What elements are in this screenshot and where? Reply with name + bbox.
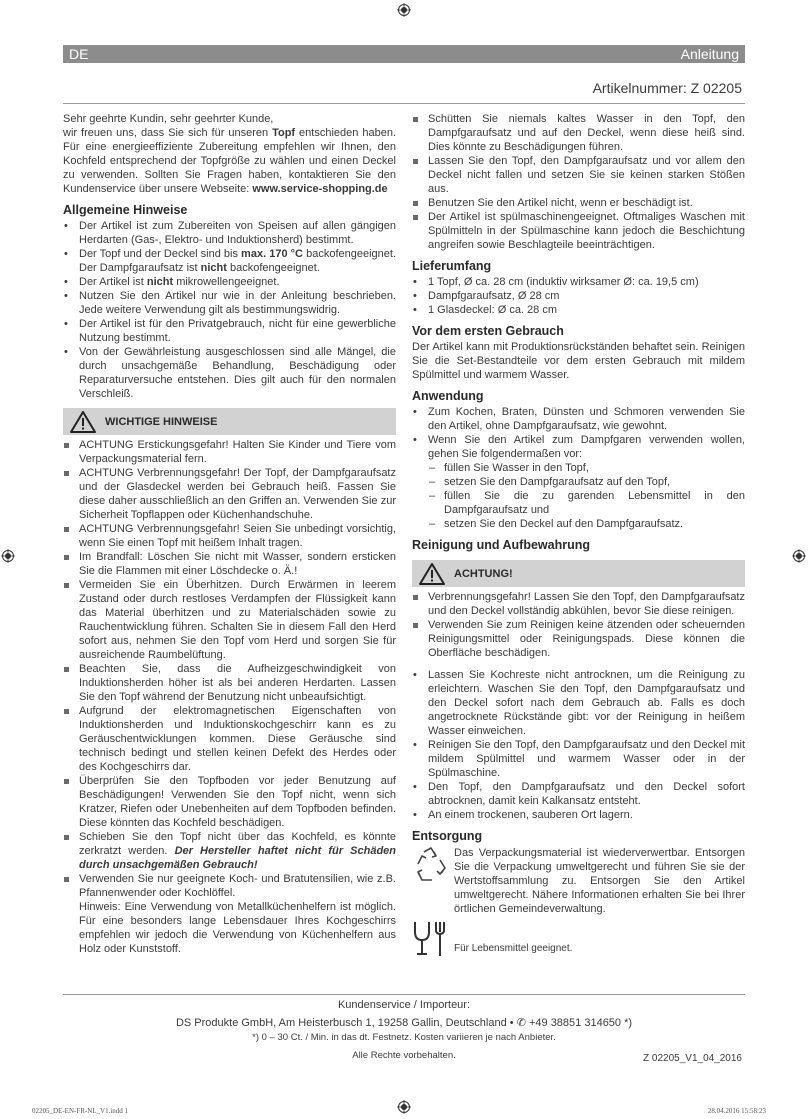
- important-list-continued: [412, 112, 745, 252]
- page-title: Anleitung: [680, 46, 739, 62]
- registration-mark-icon: [397, 3, 411, 17]
- footer-address: DS Produkte GmbH, Am Heisterbusch 1, 19258 Gallin, Deutschland • ✆ +49 38851 314650 *): [175, 1017, 633, 1029]
- usage-steps: [428, 461, 745, 531]
- list-item: • 1 Topf, Ø ca. 28 cm (induktiv wirksamer Ø: ca. 19,5 cm): [412, 275, 745, 289]
- list-item: Verwenden Sie nur geeignete Koch- und Bratutensilien, wie z.B. Pfannenwender oder Kochlöffel. Hinweis: Eine Verwendung von Metallküchenhelfern ist möglich. Für eine besonders lange Lebensdauer Ihres Kochgeschirrs empfehlen wir jedoch die Verwendung von Küchenhelfern aus Holz oder Kunststoff.: [63, 872, 396, 956]
- language-code: DE: [69, 46, 89, 62]
- print-slug-file: 02205_DE-EN-FR-NL_V1.indd 1: [32, 1107, 129, 1115]
- recycling-icon: [412, 846, 454, 896]
- divider: [63, 994, 745, 995]
- phone-icon: ✆: [516, 1017, 526, 1029]
- list-item: Lassen Sie den Topf, den Dampfgaraufsatz und vor allem den Deckel nicht fallen und setzen Sie sie keinen starken Stößen aus.: [412, 154, 745, 196]
- list-item: • An einem trockenen, sauberen Ort lagern.: [412, 808, 745, 822]
- list-item: Der Artikel ist spülmaschinengeeignet. Oftmaliges Waschen mit Spülmitteln in der Spülmaschine kann jedoch die Beschichtung angreifen sowie Beschlagteile beeinträchtigen.: [412, 210, 745, 252]
- list-item: • Der Artikel ist nicht mikrowellengeeignet.: [63, 275, 396, 289]
- list-item: • Wenn Sie den Artikel zum Dampfgaren verwenden wollen, gehen Sie folgendermaßen vor: – füllen Sie Wasser in den Topf, – setzen Sie den Dampfgaraufsatz auf den Topf, – füllen Sie die zu garenden Lebensmittel in den Dampfgaraufsatz und – setzen Sie den Deckel auf den Dampfgaraufsatz.: [412, 433, 745, 531]
- recycling-note: [412, 846, 745, 916]
- list-item: • 1 Glasdeckel: Ø ca. 28 cm: [412, 303, 745, 317]
- list-item: • Der Topf und der Deckel sind bis max. 170 °C backofengeeignet. Der Dampfgaraufsatz ist nicht backofengeeignet.: [63, 247, 396, 275]
- registration-mark-icon: [1, 549, 15, 563]
- list-item: Überprüfen Sie den Topfboden vor jeder Benutzung auf Beschädigungen! Verwenden Sie den Topf nicht, wenn sich Kratzer, Riefen oder Unebenheiten auf dem Topfboden befinden. Diese könnten das Kochfeld beschädigen.: [63, 774, 396, 830]
- cleaning-list: [412, 668, 745, 822]
- left-column: [63, 112, 396, 956]
- list-item: • Der Artikel ist zum Zubereiten von Speisen auf allen gängigen Herdarten (Gas-, Elektro- und Induktionsherd) bestimmt.: [63, 219, 396, 247]
- divider: [63, 103, 745, 104]
- list-item: • Zum Kochen, Braten, Dünsten und Schmoren verwenden Sie den Artikel, ohne Dampfgaraufsatz, wie gewohnt.: [412, 405, 745, 433]
- list-item: Beachten Sie, dass die Aufheizgeschwindigkeit von Induktionsherden höher ist als bei anderen Herdarten. Lassen Sie den Topf während der Benutzung nicht unbeaufsichtigt.: [63, 662, 396, 704]
- intro-paragraph: wir freuen uns, dass Sie sich für unseren Topf entschieden haben. Für eine energieeffiziente Zubereitung empfehlen wir Ihnen, den Kochfeld entsprechend der Topfgröße zu wählen und einen Deckel zu verwenden. Sollten Sie Fragen haben, kontaktieren Sie den Kundenservice über unsere Webseite: www.service-shopping.de: [63, 127, 396, 195]
- step-item: – setzen Sie den Deckel auf den Dampfgaraufsatz.: [428, 517, 745, 531]
- step-item: – füllen Sie Wasser in den Topf,: [428, 461, 745, 475]
- footer-cost-note: *) 0 – 30 Ct. / Min. in das dt. Festnetz. Kosten variieren je nach Anbieter.: [252, 1032, 556, 1043]
- delivery-list: [412, 275, 745, 317]
- list-item: ACHTUNG Verbrennungsgefahr! Seien Sie unbedingt vorsichtig, wenn Sie einen Topf mit heißem Inhalt tragen.: [63, 522, 396, 550]
- list-item: Schieben Sie den Topf nicht über das Kochfeld, es könnte zerkratzt werden. Der Hersteller haftet nicht für Schäden durch unsachgemäßen Gebrauch!: [63, 830, 396, 872]
- disposal-heading: Entsorgung: [412, 829, 483, 843]
- list-item: • Reinigen Sie den Topf, den Dampfgaraufsatz und den Deckel mit mildem Spülmittel und warmem Wasser oder in der Spülmaschine.: [412, 738, 745, 780]
- warning-icon: [412, 560, 452, 587]
- step-item: – setzen Sie den Dampfgaraufsatz auf den Topf,: [428, 475, 745, 489]
- food-safe-note: [412, 920, 745, 958]
- usage-list: [412, 405, 745, 531]
- registration-mark-icon: [397, 1100, 411, 1114]
- list-item: • Dampfgaraufsatz, Ø 28 cm: [412, 289, 745, 303]
- list-item: Verbrennungsgefahr! Lassen Sie den Topf, den Dampfgaraufsatz und den Deckel vollständig abkühlen, bevor Sie diese reinigen.: [412, 590, 745, 618]
- list-item: • Nutzen Sie den Artikel nur wie in der Anleitung beschrieben. Jede weitere Verwendung gilt als bestimmungswidrig.: [63, 289, 396, 317]
- list-item: • Der Artikel ist für den Privatgebrauch, nicht für eine gewerbliche Nutzung bestimmt.: [63, 317, 396, 345]
- list-item: Aufgrund der elektromagnetischen Eigenschaften von Induktionsherden und Induktionskochgeschirr kann es zu Geräuschentwicklungen kommen. Diese Geräusche sind technisch bedingt und stellen keinen Defekt des Herdes oder des Kochgeschirrs dar.: [63, 704, 396, 774]
- general-list: [63, 219, 396, 401]
- right-column: [412, 112, 745, 958]
- list-item: • Lassen Sie Kochreste nicht antrocknen, um die Reinigung zu erleichtern. Waschen Sie den Topf, den Dampfgaraufsatz und den Deckel sofort nach dem Gebrauch ab. Falls es doch angetrocknete Rückstände gibt: vor der Reinigung in heißem Wasser einweichen.: [412, 668, 745, 738]
- caution-title: ACHTUNG!: [454, 567, 513, 580]
- glass-fork-icon: [412, 920, 454, 958]
- list-item: Verwenden Sie zum Reinigen keine ätzenden oder scheuernden Reinigungsmittel oder Reinigungspads. Diese können die Oberfläche beschädigen.: [412, 618, 745, 660]
- list-item: ACHTUNG Erstickungsgefahr! Halten Sie Kinder und Tiere vom Verpackungsmaterial fern.: [63, 438, 396, 466]
- list-item: • Den Topf, den Dampfgaraufsatz und den Deckel sofort abtrocknen, damit kein Kalkansatz entsteht.: [412, 780, 745, 808]
- registration-mark-icon: [792, 549, 806, 563]
- caution-list: [412, 590, 745, 660]
- print-slug-timestamp: 28.04.2016 15:58:23: [707, 1107, 766, 1115]
- list-item: • Von der Gewährleistung ausgeschlossen sind alle Mängel, die durch unsachgemäße Behandlung, Beschädigung oder Reparaturversuche entstehen. Dies gilt auch für den normalen Verschleiß.: [63, 345, 396, 401]
- disposal-text: Das Verpackungsmaterial ist wiederverwertbar. Entsorgen Sie die Verpackung umweltgerecht und führen Sie sie der Wertstoffsammlung zu. Entsorgen Sie den Artikel umweltgerecht. Nähere Informationen erhalten Sie bei Ihrer örtlichen Gemeindeverwaltung.: [454, 847, 745, 915]
- general-heading: Allgemeine Hinweise: [63, 203, 188, 217]
- document-version: Z 02205_V1_04_2016: [643, 1053, 742, 1064]
- first-use-heading: Vor dem ersten Gebrauch: [412, 324, 564, 338]
- footer-rights: Alle Rechte vorbehalten.: [352, 1050, 456, 1061]
- usage-heading: Anwendung: [412, 389, 484, 403]
- step-item: – füllen Sie die zu garenden Lebensmittel in den Dampfgaraufsatz und: [428, 489, 745, 517]
- list-item: Schütten Sie niemals kaltes Wasser in den Topf, den Dampfgaraufsatz und auf den Deckel, wenn diese heiß sind. Dies könnte zu Beschädigungen führen.: [412, 112, 745, 154]
- warning-box: [63, 408, 396, 435]
- article-number: Artikelnummer: Z 02205: [592, 80, 742, 96]
- important-list: [63, 438, 396, 956]
- delivery-heading: Lieferumfang: [412, 259, 492, 273]
- caution-box: [412, 560, 745, 587]
- first-use-text: Der Artikel kann mit Produktionsrückständen behaftet sein. Reinigen Sie die Set-Bestandteile vor dem ersten Gebrauch mit mildem Spülmittel und warmem Wasser.: [412, 341, 745, 381]
- cleaning-heading: Reinigung und Aufbewahrung: [412, 538, 590, 552]
- list-item: Benutzen Sie den Artikel nicht, wenn er beschädigt ist.: [412, 196, 745, 210]
- list-item: ACHTUNG Verbrennungsgefahr! Der Topf, der Dampfgaraufsatz und der Glasdeckel werden bei Gebrauch heiß. Fassen Sie diese daher ausschließlich an den Griffen an. Verwenden Sie zur Sicherheit Topflappen oder Küchenhandschuhe.: [63, 466, 396, 522]
- list-item: Im Brandfall: Löschen Sie nicht mit Wasser, sondern ersticken Sie die Flammen mit einer Löschdecke o. Ä.!: [63, 550, 396, 578]
- footer-service-label: Kundenservice / Importeur:: [337, 999, 471, 1011]
- food-safe-text: Für Lebensmittel geeignet.: [454, 943, 573, 954]
- greeting: Sehr geehrte Kundin, sehr geehrter Kunde,: [63, 113, 274, 125]
- list-item: Vermeiden Sie ein Überhitzen. Durch Erwärmen in leerem Zustand oder durch restloses Verdampfen der Flüssigkeit kann das Material überhitzen und zu Materialschäden sowie zu Rauchentwicklung führen. Schalten Sie in diesem Fall den Herd sofort aus, nehmen Sie den Topf vom Herd und sorgen Sie für ausreichende Raumbelüftung.: [63, 578, 396, 662]
- phone-number[interactable]: +49 38851 314650 *): [525, 1017, 633, 1029]
- website-link[interactable]: www.service-shopping.de: [252, 183, 388, 195]
- warning-title: WICHTIGE HINWEISE: [105, 415, 218, 428]
- header-bar: [63, 45, 745, 63]
- warning-icon: [63, 408, 103, 435]
